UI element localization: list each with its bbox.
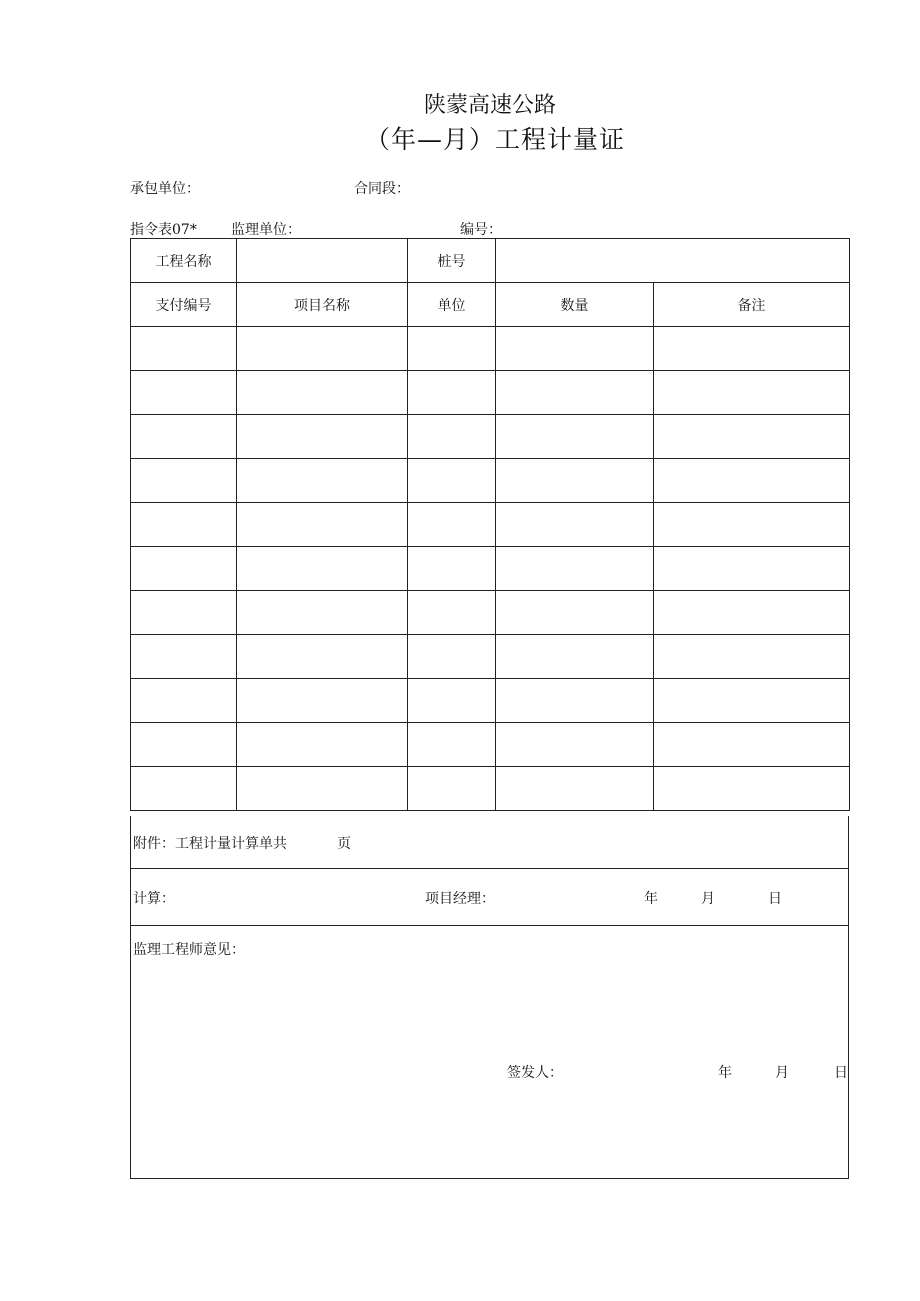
col-header-quantity: 数量 (496, 283, 654, 327)
document-title: 陕蒙高速公路 (423, 93, 556, 118)
table-row (131, 591, 850, 635)
unit-cell[interactable] (408, 767, 496, 811)
unit-cell[interactable] (408, 547, 496, 591)
signer-label: 签发人： (507, 1065, 563, 1081)
form-code: 指令表07* (130, 222, 197, 238)
contract-section-label: 合同段： (354, 181, 410, 197)
remarks-cell[interactable] (654, 503, 850, 547)
item-name-cell[interactable] (237, 327, 408, 371)
table-row (131, 767, 850, 811)
remarks-cell[interactable] (654, 415, 850, 459)
item-name-cell[interactable] (237, 547, 408, 591)
project-name-cell[interactable] (237, 239, 408, 283)
payment-no-cell[interactable] (131, 679, 237, 723)
unit-cell[interactable] (408, 327, 496, 371)
supervisor-unit-label: 监理单位： (231, 222, 301, 238)
remarks-cell[interactable] (654, 591, 850, 635)
quantity-cell[interactable] (496, 679, 654, 723)
opinion-month-label: 月 (775, 1065, 789, 1081)
item-name-cell[interactable] (237, 459, 408, 503)
table-row (131, 679, 850, 723)
calculation-row (130, 869, 849, 926)
engineer-opinion-section (130, 926, 849, 1179)
payment-no-cell[interactable] (131, 767, 237, 811)
item-name-cell[interactable] (237, 371, 408, 415)
remarks-cell[interactable] (654, 679, 850, 723)
unit-cell[interactable] (408, 503, 496, 547)
quantity-cell[interactable] (496, 635, 654, 679)
quantity-cell[interactable] (496, 327, 654, 371)
calculator-label: 计算： (133, 891, 175, 907)
remarks-cell[interactable] (654, 767, 850, 811)
quantity-cell[interactable] (496, 547, 654, 591)
project-info-row (131, 239, 850, 283)
payment-no-cell[interactable] (131, 327, 237, 371)
item-name-cell[interactable] (237, 591, 408, 635)
quantity-cell[interactable] (496, 459, 654, 503)
attachment-pages-suffix: 页 (337, 836, 351, 852)
item-name-cell[interactable] (237, 679, 408, 723)
payment-no-cell[interactable] (131, 635, 237, 679)
table-row (131, 459, 850, 503)
unit-cell[interactable] (408, 635, 496, 679)
col-header-unit: 单位 (408, 283, 496, 327)
quantity-cell[interactable] (496, 767, 654, 811)
payment-no-cell[interactable] (131, 459, 237, 503)
serial-number-label: 编号： (460, 222, 502, 238)
item-name-cell[interactable] (237, 415, 408, 459)
remarks-cell[interactable] (654, 327, 850, 371)
quantity-cell[interactable] (496, 371, 654, 415)
table-row (131, 547, 850, 591)
quantity-cell[interactable] (496, 723, 654, 767)
payment-no-cell[interactable] (131, 591, 237, 635)
table-row (131, 723, 850, 767)
column-header-row (131, 283, 850, 327)
col-header-item-name: 项目名称 (237, 283, 408, 327)
payment-no-cell[interactable] (131, 723, 237, 767)
measurement-table (130, 238, 850, 811)
unit-cell[interactable] (408, 415, 496, 459)
opinion-year-label: 年 (718, 1065, 732, 1081)
table-row (131, 371, 850, 415)
contractor-label: 承包单位： (130, 181, 200, 197)
remarks-cell[interactable] (654, 635, 850, 679)
col-header-payment-no: 支付编号 (131, 283, 237, 327)
unit-cell[interactable] (408, 459, 496, 503)
unit-cell[interactable] (408, 723, 496, 767)
quantity-cell[interactable] (496, 503, 654, 547)
remarks-cell[interactable] (654, 459, 850, 503)
item-name-cell[interactable] (237, 635, 408, 679)
payment-no-cell[interactable] (131, 415, 237, 459)
unit-cell[interactable] (408, 591, 496, 635)
calc-day-label: 日 (768, 891, 782, 907)
table-row (131, 503, 850, 547)
calc-month-label: 月 (701, 891, 715, 907)
payment-no-cell[interactable] (131, 371, 237, 415)
item-name-cell[interactable] (237, 723, 408, 767)
item-name-cell[interactable] (237, 503, 408, 547)
remarks-cell[interactable] (654, 371, 850, 415)
project-name-label: 工程名称 (131, 239, 237, 283)
stake-label: 桩号 (408, 239, 496, 283)
payment-no-cell[interactable] (131, 547, 237, 591)
attachment-row (130, 816, 849, 869)
stake-cell[interactable] (496, 239, 850, 283)
payment-no-cell[interactable] (131, 503, 237, 547)
opinion-day-label: 日 (834, 1065, 848, 1081)
unit-cell[interactable] (408, 679, 496, 723)
table-row (131, 635, 850, 679)
project-manager-label: 项目经理： (425, 891, 495, 907)
item-name-cell[interactable] (237, 767, 408, 811)
table-row (131, 415, 850, 459)
engineer-opinion-label: 监理工程师意见： (133, 942, 245, 958)
remarks-cell[interactable] (654, 547, 850, 591)
unit-cell[interactable] (408, 371, 496, 415)
quantity-cell[interactable] (496, 591, 654, 635)
col-header-remarks: 备注 (654, 283, 850, 327)
attachment-label: 附件：工程计量计算单共 (133, 836, 287, 852)
document-subtitle: （年—月）工程计量证 (364, 125, 625, 154)
calc-year-label: 年 (644, 891, 658, 907)
table-row (131, 327, 850, 371)
quantity-cell[interactable] (496, 415, 654, 459)
remarks-cell[interactable] (654, 723, 850, 767)
